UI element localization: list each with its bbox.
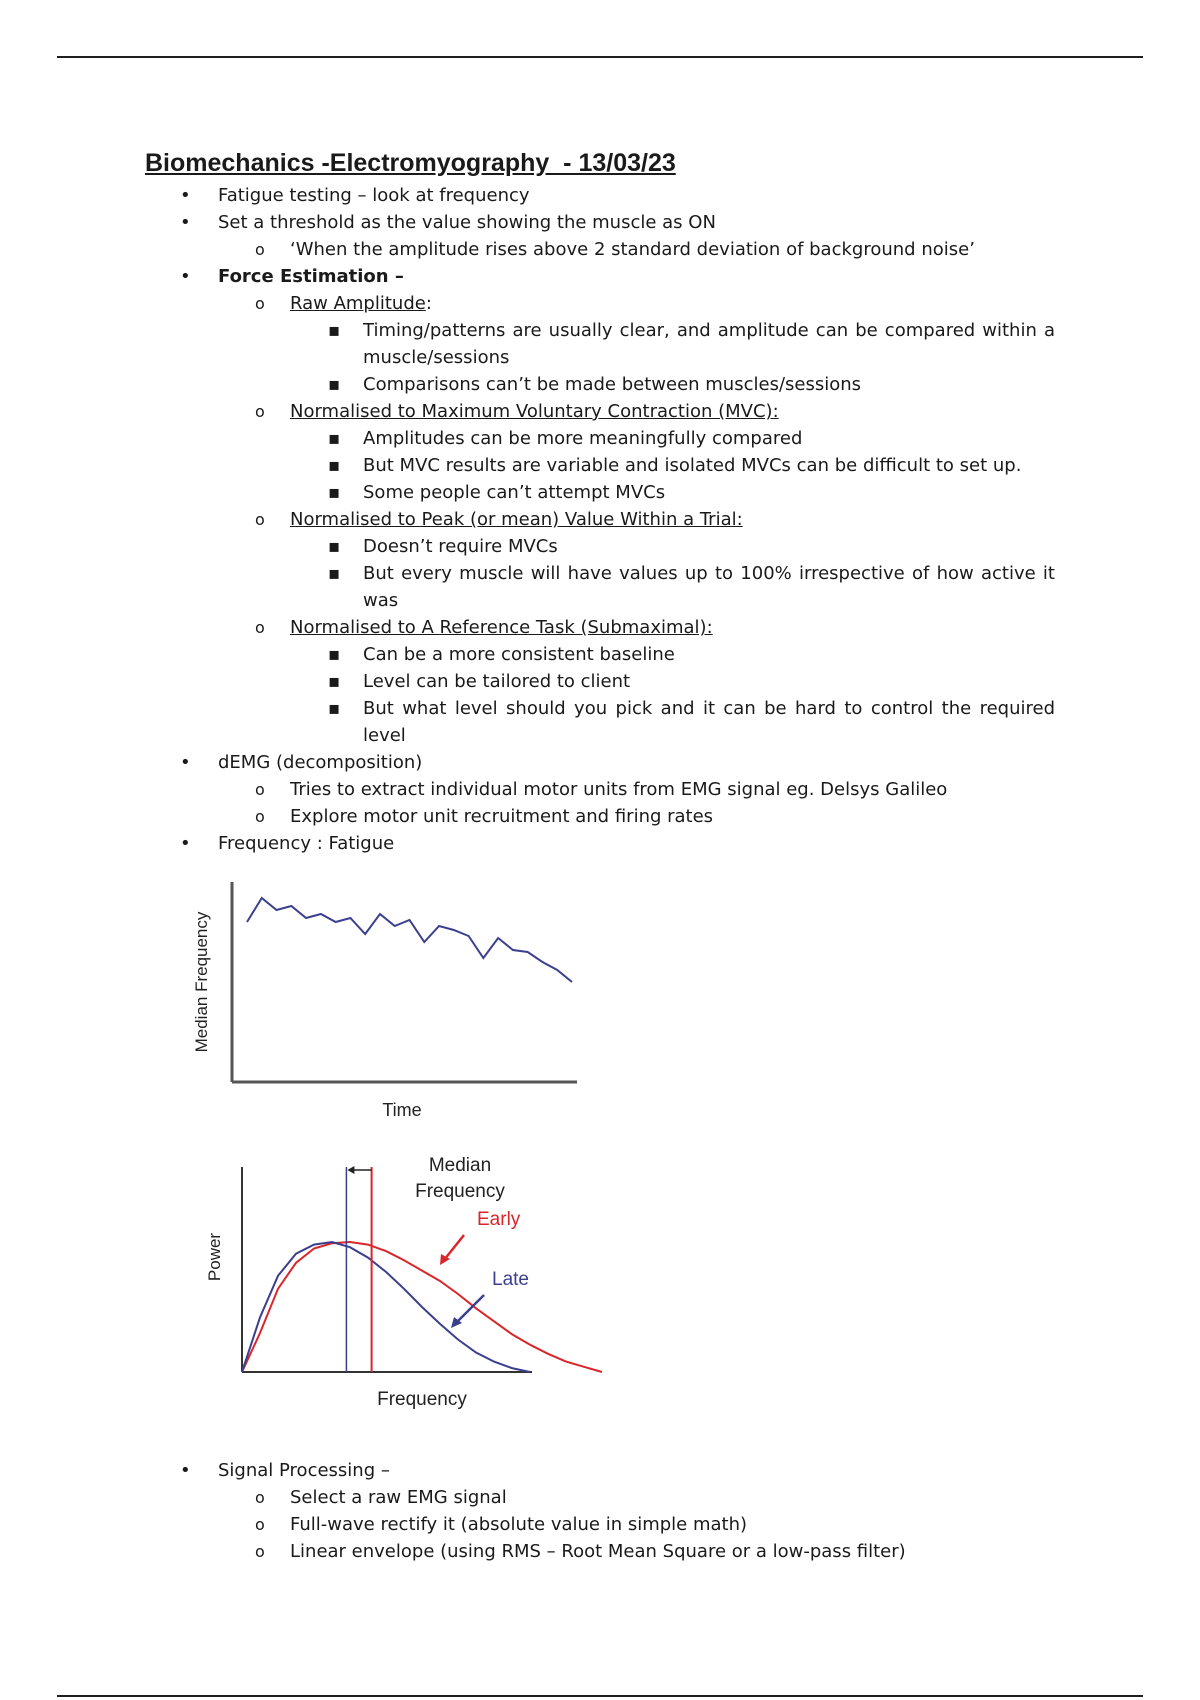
bullet-icon: • xyxy=(180,1460,191,1481)
circle-bullet-icon: o xyxy=(255,1488,265,1507)
bullet-icon: • xyxy=(180,752,191,773)
list-item: ▪ Doesn’t require MVCs xyxy=(145,533,1055,560)
list-item: o Normalised to A Reference Task (Submaximal): xyxy=(145,614,1055,641)
power-spectrum-chart-svg xyxy=(200,1157,660,1427)
median-frequency-chart xyxy=(145,857,1055,1157)
page-title: Biomechanics -Electromyography - 13/03/23 xyxy=(145,149,676,177)
square-bullet-icon: ▪ xyxy=(328,698,341,719)
circle-bullet-icon: o xyxy=(255,402,265,421)
y-axis-label: Median Frequency xyxy=(192,911,211,1053)
y-axis-label: Power xyxy=(205,1232,224,1282)
list-item: o Explore motor unit recruitment and firing rates xyxy=(145,803,1055,830)
list-item: • Set a threshold as the value showing the muscle as ON xyxy=(145,209,1055,236)
square-bullet-icon: ▪ xyxy=(328,563,341,584)
list-item: ▪ Timing/patterns are usually clear, and amplitude can be compared within a muscle/sessions xyxy=(145,317,1055,371)
square-bullet-icon: ▪ xyxy=(328,320,341,341)
footer-rule xyxy=(57,1695,1143,1697)
list-item: ▪ But what level should you pick and it can be hard to control the required level xyxy=(145,695,1055,749)
list-item: o Linear envelope (using RMS – Root Mean Square or a low-pass filter) xyxy=(145,1538,1055,1565)
circle-bullet-icon: o xyxy=(255,807,265,826)
list-item: ▪ But every muscle will have values up to 100% irrespective of how active it was xyxy=(145,560,1055,614)
list-item: ▪ Amplitudes can be more meaningfully compared xyxy=(145,425,1055,452)
circle-bullet-icon: o xyxy=(255,294,265,313)
list-item: o ‘When the amplitude rises above 2 standard deviation of background noise’ xyxy=(145,236,1055,263)
median-frequency-series-line xyxy=(247,898,572,982)
median-frequency-chart-svg xyxy=(190,877,610,1147)
list-item: • Signal Processing – xyxy=(145,1457,1055,1484)
bullet-icon: • xyxy=(180,266,191,287)
list-item: • Fatigue testing – look at frequency xyxy=(145,182,1055,209)
square-bullet-icon: ▪ xyxy=(328,428,341,449)
document-body xyxy=(145,146,1055,1565)
bullet-icon: • xyxy=(180,185,191,206)
late-series-line xyxy=(242,1242,530,1372)
circle-bullet-icon: o xyxy=(255,780,265,799)
list-item: o Select a raw EMG signal xyxy=(145,1484,1055,1511)
square-bullet-icon: ▪ xyxy=(328,374,341,395)
late-pointer-arrow-icon xyxy=(456,1295,484,1323)
square-bullet-icon: ▪ xyxy=(328,644,341,665)
list-item: o Normalised to Peak (or mean) Value Within a Trial: xyxy=(145,506,1055,533)
list-item: • dEMG (decomposition) xyxy=(145,749,1055,776)
median-frequency-annotation: Median xyxy=(428,1157,492,1176)
list-item: o Raw Amplitude: xyxy=(145,290,1055,317)
list-item: o Tries to extract individual motor units from EMG signal eg. Delsys Galileo xyxy=(145,776,1055,803)
list-item: o Full-wave rectify it (absolute value in simple math) xyxy=(145,1511,1055,1538)
header-rule xyxy=(57,56,1143,58)
x-axis-label: Time xyxy=(382,1100,422,1120)
early-pointer-arrow-icon xyxy=(444,1235,464,1260)
circle-bullet-icon: o xyxy=(255,1515,265,1534)
median-frequency-annotation-line2: Frequency xyxy=(415,1181,505,1202)
list-item: • Frequency : Fatigue xyxy=(145,830,1055,857)
list-item: o Normalised to Maximum Voluntary Contraction (MVC): xyxy=(145,398,1055,425)
square-bullet-icon: ▪ xyxy=(328,536,341,557)
list-item: ▪ Can be a more consistent baseline xyxy=(145,641,1055,668)
list-item: ▪ But MVC results are variable and isolated MVCs can be difficult to set up. xyxy=(145,452,1055,479)
list-item: ▪ Comparisons can’t be made between muscles/sessions xyxy=(145,371,1055,398)
circle-bullet-icon: o xyxy=(255,240,265,259)
late-label: Late xyxy=(492,1269,529,1290)
list-item: ▪ Level can be tailored to client xyxy=(145,668,1055,695)
early-label: Early xyxy=(477,1209,521,1230)
median-shift-arrowhead-icon xyxy=(347,1166,354,1174)
square-bullet-icon: ▪ xyxy=(328,671,341,692)
list-item: ▪ Some people can’t attempt MVCs xyxy=(145,479,1055,506)
bullet-icon: • xyxy=(180,833,191,854)
power-spectrum-chart xyxy=(145,1157,1055,1457)
circle-bullet-icon: o xyxy=(255,510,265,529)
circle-bullet-icon: o xyxy=(255,1542,265,1561)
bullet-icon: • xyxy=(180,212,191,233)
square-bullet-icon: ▪ xyxy=(328,482,341,503)
circle-bullet-icon: o xyxy=(255,618,265,637)
x-axis-label: Frequency xyxy=(377,1389,467,1410)
square-bullet-icon: ▪ xyxy=(328,455,341,476)
list-item: • Force Estimation – xyxy=(145,263,1055,290)
